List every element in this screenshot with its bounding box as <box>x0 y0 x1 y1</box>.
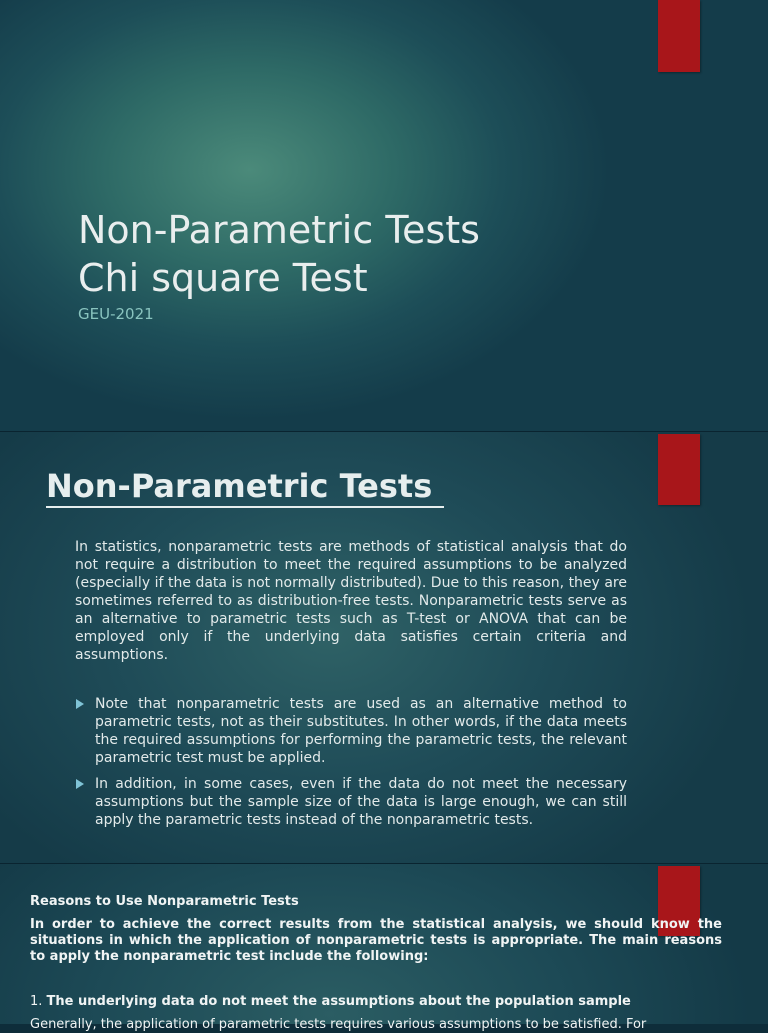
slide-subtitle: GEU-2021 <box>78 305 154 323</box>
bullet-item <box>75 775 627 829</box>
reason-number: 1. <box>30 994 43 1009</box>
title-line-2: Chi square Test <box>78 256 368 300</box>
bullet-list <box>75 695 627 837</box>
bullet-item <box>75 695 627 767</box>
intro-paragraph: In statistics, nonparametric tests are methods of statistical analysis that do not require a distribution to meet the required assumptions to be analyzed (especially if the data is not normally distributed). Due to this reason, they are sometimes referred to as distribution-free tests. Nonparametric tests serve as an alternative to parametric tests such as T-test or ANOVA that can be employed only if the underlying data satisfies certain criteria and assumptions. <box>75 539 627 663</box>
reason-item-1 <box>30 994 631 1009</box>
reason-text: The underlying data do not meet the assumptions about the population sample <box>46 994 631 1009</box>
reason-body-text: Generally, the application of parametric tests requires various assumptions to be satisfied. For <box>30 1017 647 1032</box>
section-heading: Reasons to Use Nonparametric Tests <box>30 894 299 909</box>
bullet-triangle-icon <box>76 779 84 789</box>
title-slide <box>0 0 768 432</box>
title-line-1: Non-Parametric Tests <box>78 208 480 252</box>
reasons-intro: In order to achieve the correct results from the statistical analysis, we should know the situations in which the application of nonparametric tests is appropriate. The main reasons to apply the nonparametric test include the following: <box>30 917 722 964</box>
slide-title <box>78 206 480 302</box>
reasons-slide <box>0 864 768 1032</box>
red-accent-bar <box>658 434 700 505</box>
bullet-text: In addition, in some cases, even if the data do not meet the necessary assumptions but the sample size of the data is large enough, we can still apply the parametric tests instead of the nonparametric tests. <box>95 776 627 828</box>
bullet-text: Note that nonparametric tests are used as an alternative method to parametric tests, not as their substitutes. In other words, if the data meets the required assumptions for performing the parametric tests, the relevant parametric test must be applied. <box>95 696 627 766</box>
slide-heading: Non-Parametric Tests <box>46 466 444 508</box>
red-accent-bar <box>658 0 700 72</box>
bullet-triangle-icon <box>76 699 84 709</box>
